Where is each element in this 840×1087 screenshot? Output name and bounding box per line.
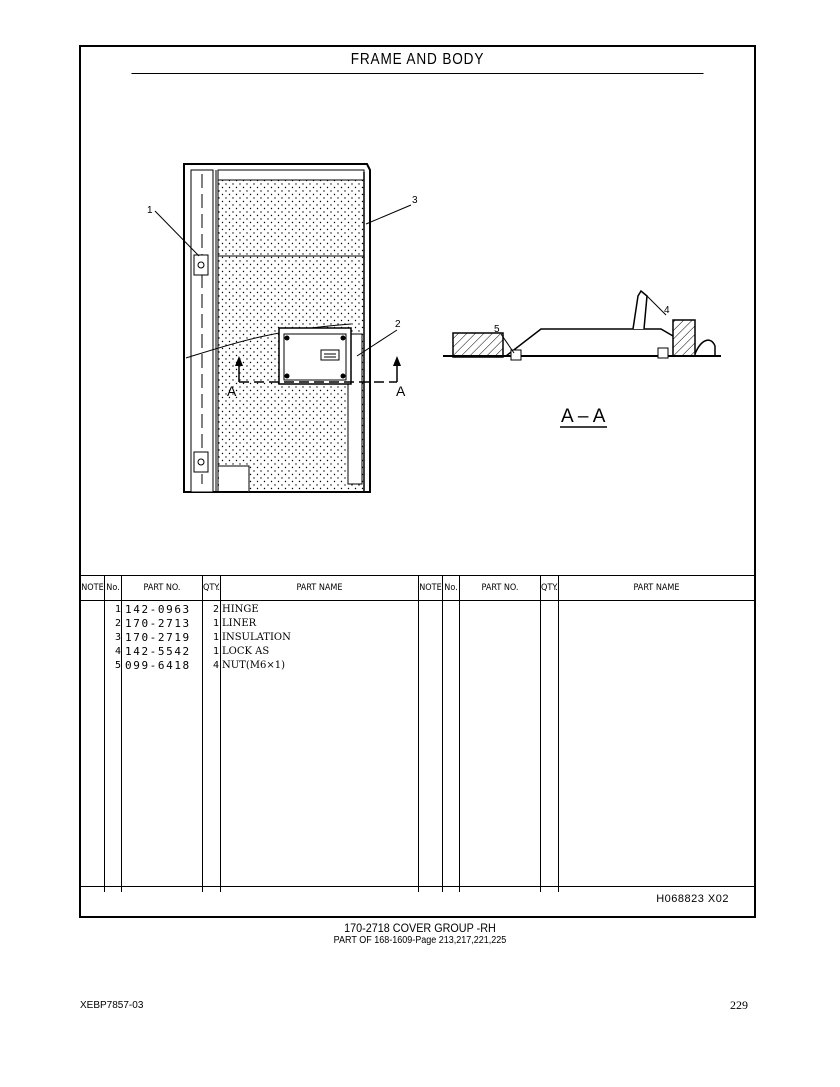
row-part-name: LINER xyxy=(222,618,257,629)
row-part-name: LOCK AS xyxy=(222,646,270,657)
row-no: 4 xyxy=(114,646,121,657)
header-part-name-right: PART NAME xyxy=(633,583,680,593)
header-note: NOTE xyxy=(81,583,104,593)
row-no: 1 xyxy=(114,604,121,615)
header-qty: QTY. xyxy=(203,583,221,593)
table-row xyxy=(81,659,411,673)
document-code: XEBP7857-03 xyxy=(80,1000,144,1011)
section-marker-left: A xyxy=(227,383,237,399)
row-part-no: 170-2719 xyxy=(125,631,191,644)
row-qty: 1 xyxy=(212,646,219,657)
callout-1: 1 xyxy=(147,205,153,216)
callout-3: 3 xyxy=(412,195,418,206)
header-no-right: No. xyxy=(444,583,458,593)
header-part-name: PART NAME xyxy=(296,583,343,593)
row-no: 2 xyxy=(114,618,121,629)
row-qty: 4 xyxy=(212,660,219,671)
row-part-no: 170-2713 xyxy=(125,617,191,630)
row-no: 5 xyxy=(114,660,121,671)
row-part-name: INSULATION xyxy=(222,632,291,643)
page-number: 229 xyxy=(730,998,748,1012)
table-row xyxy=(81,617,411,631)
page-title: FRAME AND BODY xyxy=(131,47,703,74)
header-qty-right: QTY. xyxy=(541,583,559,593)
group-reference: PART OF 168-1609-Page 213,217,221,225 xyxy=(333,935,507,946)
section-view-a-a xyxy=(443,291,721,360)
callout-4: 4 xyxy=(664,305,670,316)
table-row xyxy=(81,631,411,645)
parts-table xyxy=(81,575,754,892)
table-row xyxy=(81,645,411,659)
row-part-no: 099-6418 xyxy=(125,659,191,672)
group-caption: 170-2718 COVER GROUP -RH xyxy=(344,921,496,935)
row-qty: 2 xyxy=(212,604,219,615)
row-no: 3 xyxy=(114,632,121,643)
table-row xyxy=(81,603,411,617)
header-no: No. xyxy=(106,583,120,593)
header-note-right: NOTE xyxy=(419,583,442,593)
section-marker-right: A xyxy=(396,383,406,399)
header-part-no: PART NO. xyxy=(143,583,181,593)
callout-5: 5 xyxy=(494,324,500,335)
row-qty: 1 xyxy=(212,618,219,629)
header-part-no-right: PART NO. xyxy=(481,583,519,593)
drawing-id: H068823 X02 xyxy=(656,893,729,905)
row-part-name: NUT(M6×1) xyxy=(222,660,285,671)
parts-page-frame xyxy=(79,45,756,918)
exploded-view-drawing xyxy=(81,74,754,575)
row-qty: 1 xyxy=(212,632,219,643)
callout-2: 2 xyxy=(395,319,401,330)
cover-panel xyxy=(184,164,401,492)
row-part-name: HINGE xyxy=(222,604,259,615)
cover-illustration xyxy=(81,74,754,575)
row-part-no: 142-0963 xyxy=(125,603,191,616)
row-part-no: 142-5542 xyxy=(125,645,191,658)
section-label: A – A xyxy=(561,406,606,427)
drawing-id-bar xyxy=(81,886,754,916)
